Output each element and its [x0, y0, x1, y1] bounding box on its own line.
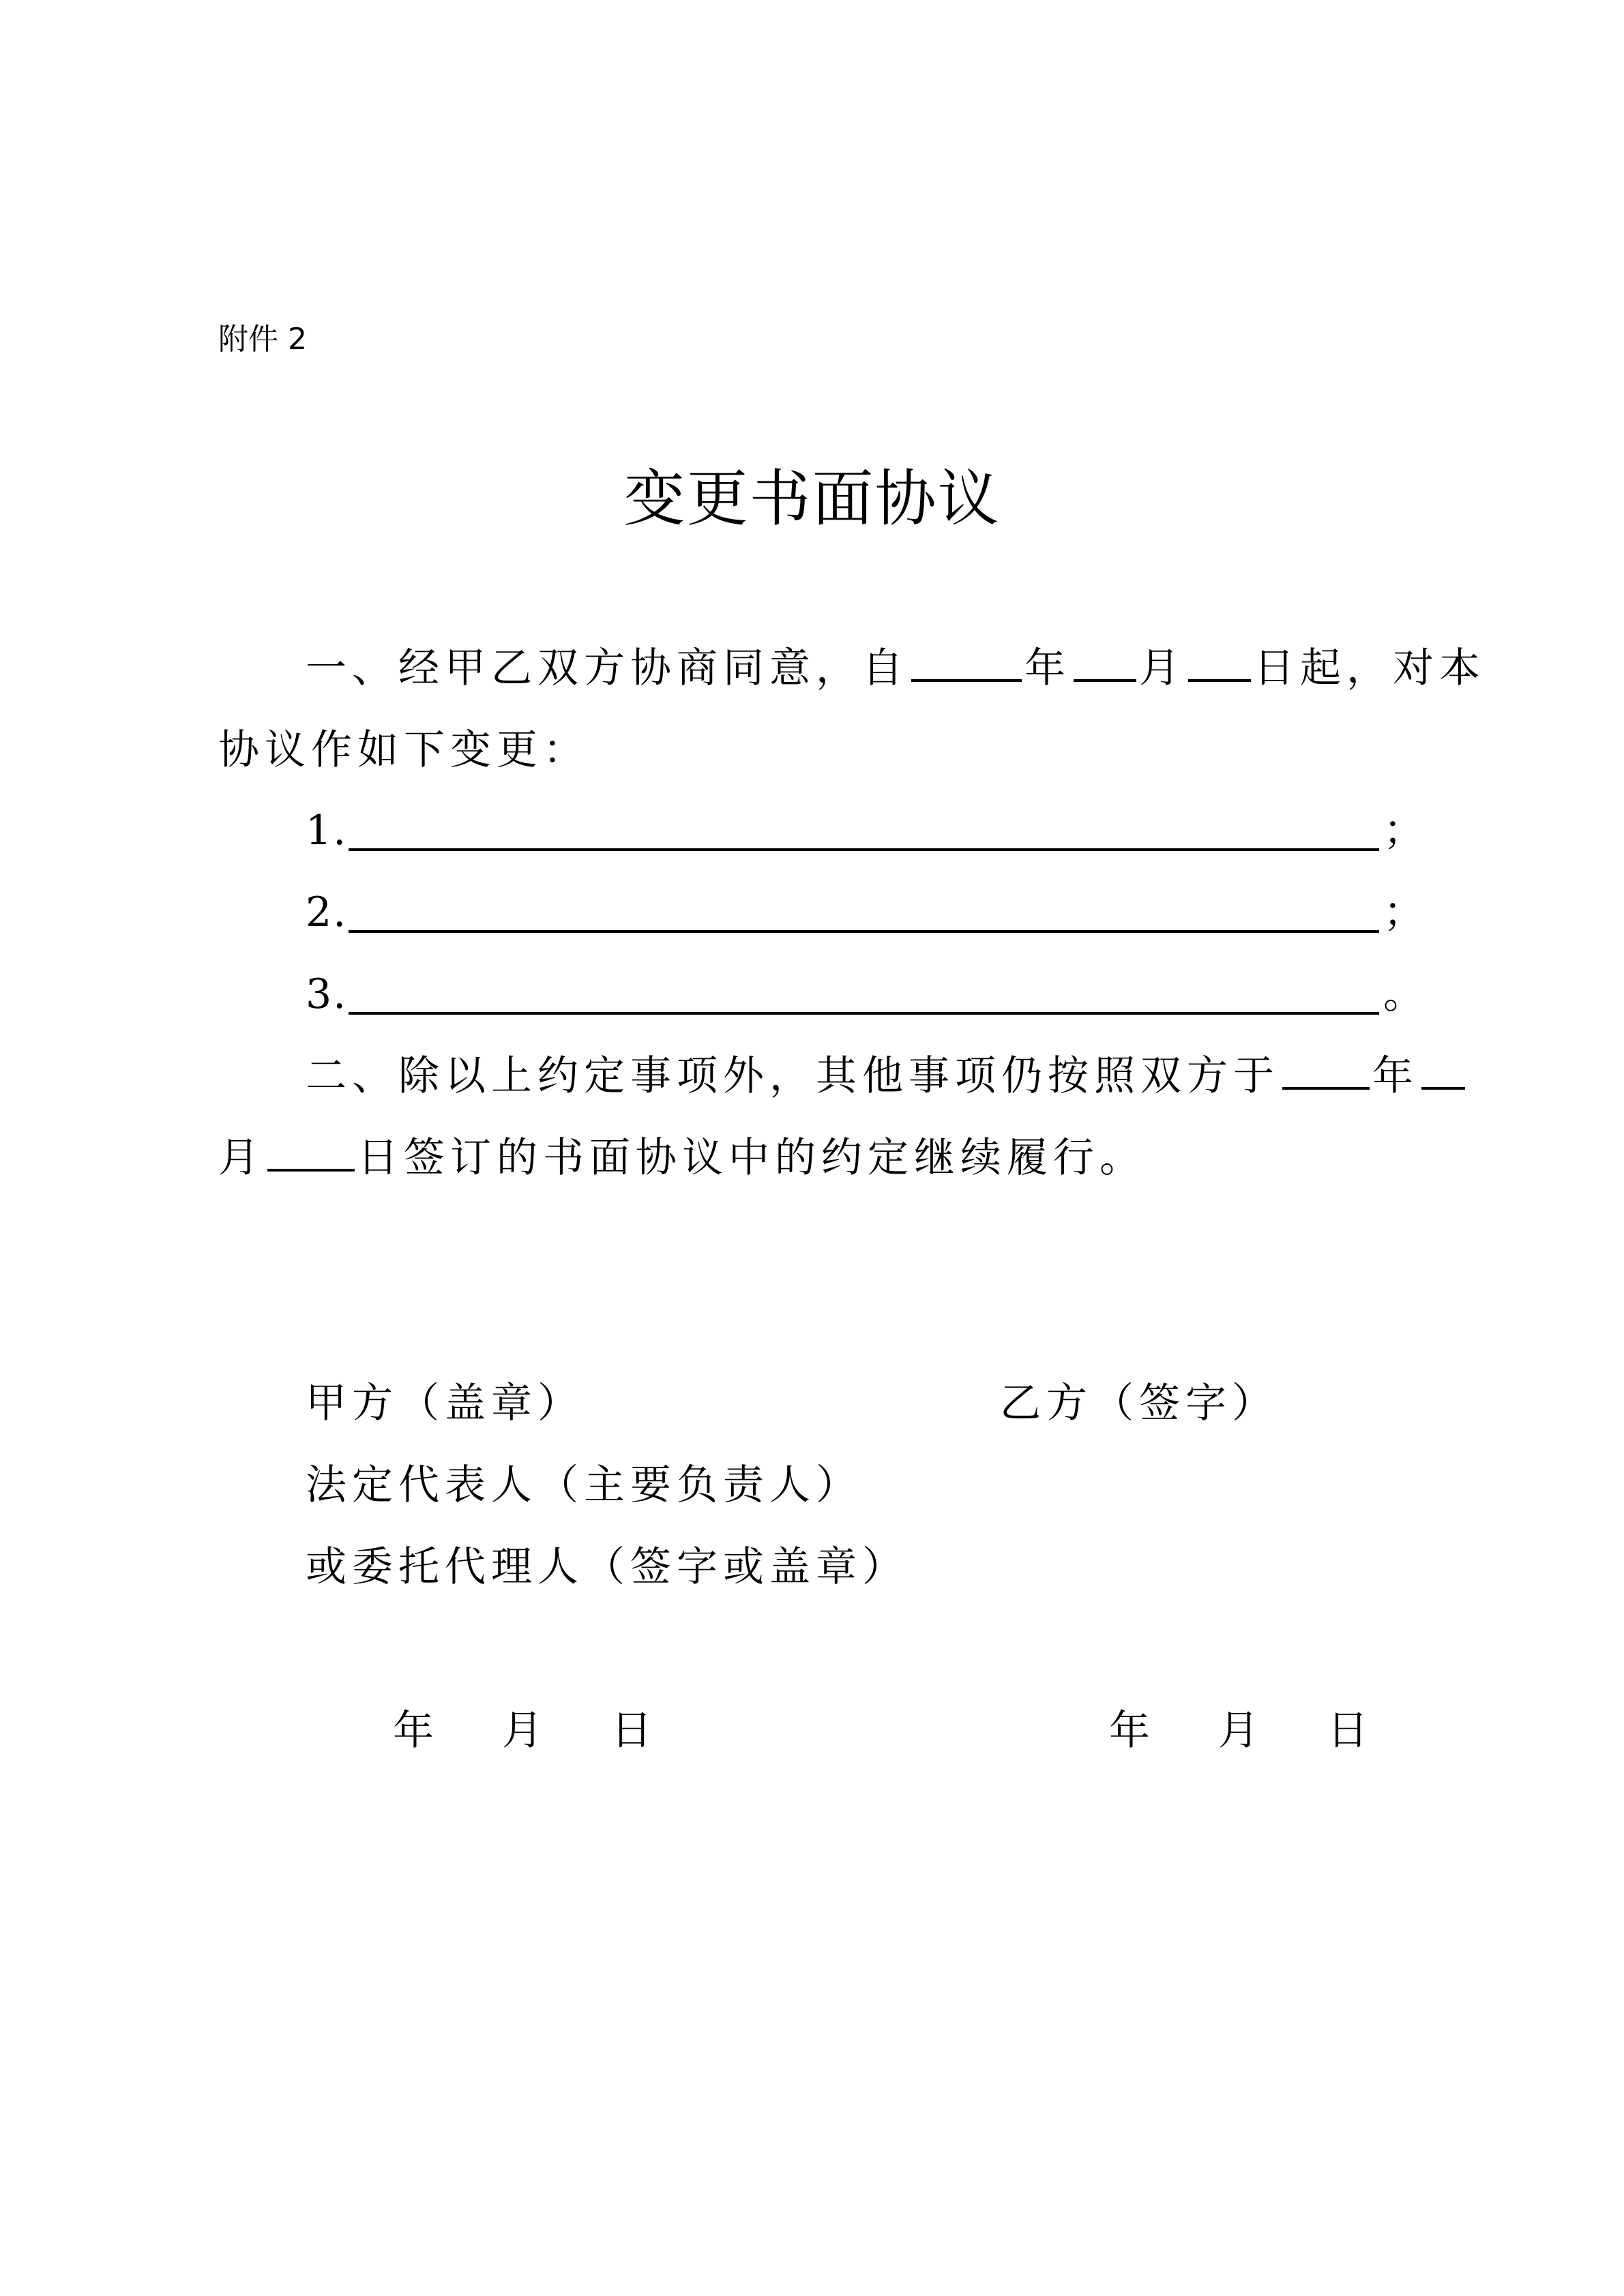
day-blank[interactable]: [1188, 640, 1251, 682]
clause-1-line-1: [306, 640, 1486, 697]
change-item-2: [306, 884, 1424, 941]
clause-1-prefix: 一、经甲乙双方协商同意，自: [306, 644, 909, 692]
year-label: 年: [1024, 644, 1071, 692]
month-blank[interactable]: [1074, 640, 1136, 682]
year-blank[interactable]: [911, 640, 1022, 682]
month-label: 月: [218, 1134, 265, 1182]
attachment-label: 附件 2: [218, 322, 307, 357]
month-label: 月: [1139, 644, 1185, 692]
date-year-label: 年: [1109, 1707, 1150, 1755]
change-item-1: [306, 802, 1424, 859]
day-blank[interactable]: [267, 1129, 355, 1172]
clause-2-line-1: [306, 1047, 1468, 1105]
legal-representative-label: 法定代表人（主要负责人）: [306, 1461, 862, 1509]
item-blank-line[interactable]: [349, 805, 1379, 851]
clause-2-prefix: 二、除以上约定事项外，其他事项仍按照双方于: [306, 1052, 1280, 1100]
authorized-agent-label: 或委托代理人（签字或盖章）: [306, 1543, 909, 1591]
clause-2-line-2: [218, 1129, 1146, 1187]
party-b-label: 乙方（签字）: [1000, 1380, 1278, 1427]
item-end-punct: ；: [1383, 807, 1424, 854]
date-month-label: 月: [1218, 1707, 1259, 1755]
item-end-punct: 。: [1383, 970, 1424, 1018]
month-blank[interactable]: [1421, 1047, 1465, 1090]
year-blank[interactable]: [1282, 1047, 1370, 1090]
party-b-date: [1109, 1702, 1368, 1759]
item-blank-line[interactable]: [349, 968, 1379, 1015]
date-day-label: 日: [611, 1707, 652, 1755]
date-year-label: 年: [393, 1707, 434, 1755]
item-blank-line[interactable]: [349, 886, 1379, 933]
party-a-date: [393, 1702, 652, 1759]
item-end-punct: ；: [1383, 889, 1424, 936]
date-month-label: 月: [502, 1707, 543, 1755]
item-number: 3.: [306, 970, 348, 1018]
clause-2-rest: 日签订的书面协议中的约定继续履行。: [357, 1134, 1146, 1182]
party-a-label: 甲方（盖章）: [306, 1380, 584, 1427]
date-day-label: 日: [1327, 1707, 1368, 1755]
year-label: 年: [1372, 1052, 1419, 1100]
item-number: 1.: [306, 807, 348, 854]
clause-1-line-2: 协议作如下变更：: [218, 726, 589, 774]
clause-1-day-suffix: 日起，对本: [1254, 644, 1486, 692]
item-number: 2.: [306, 889, 348, 936]
document-title: 变更书面协议: [623, 463, 1001, 535]
change-item-3: [306, 966, 1424, 1023]
